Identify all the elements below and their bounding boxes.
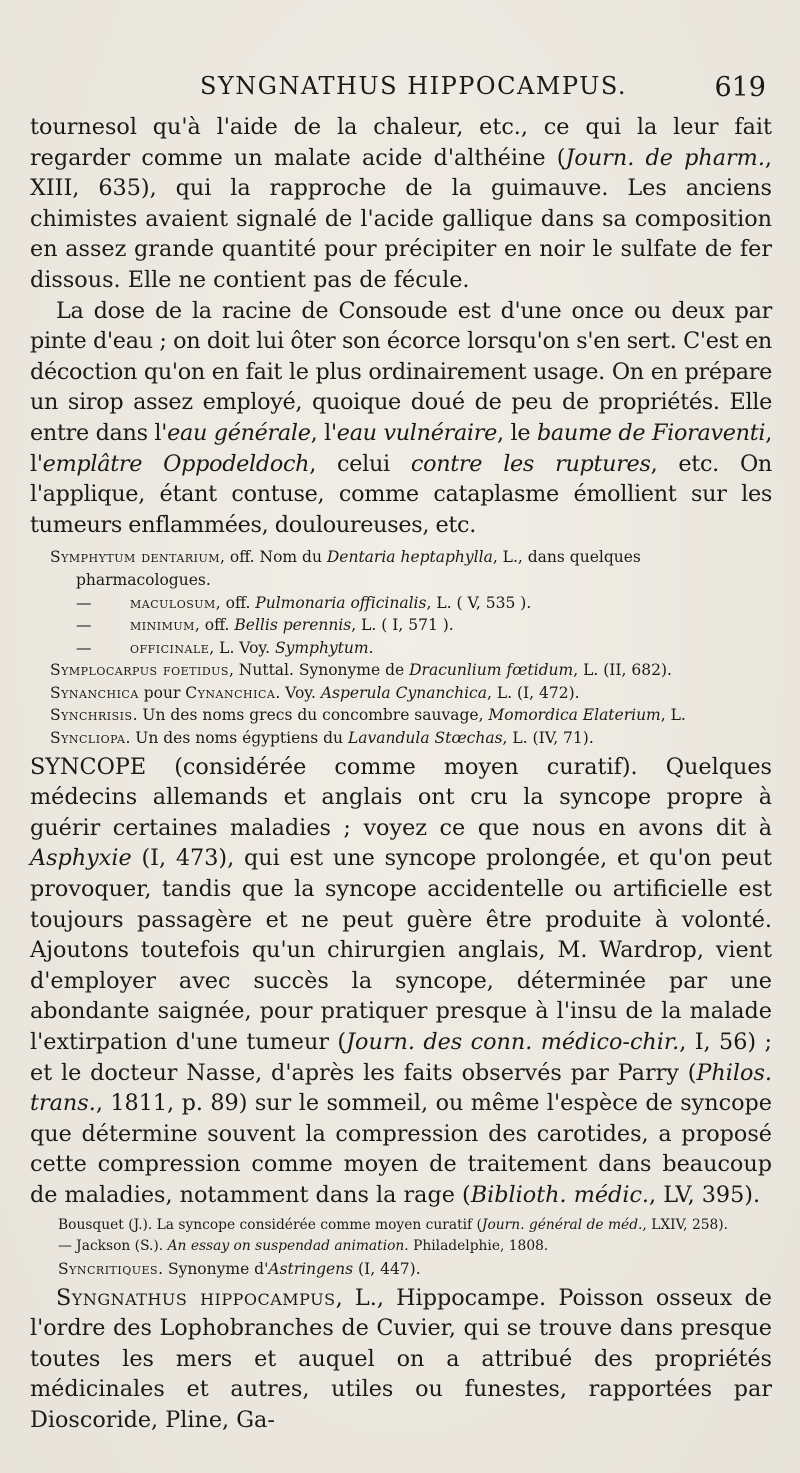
entry-syncliopa: Syncliopa. Un des noms égyptiens du Lavandula Stœchas, L. (IV, 71). xyxy=(50,729,594,748)
page-number: 619 xyxy=(714,72,766,103)
entry-symplocarpus: Symplocarpus foetidus, Nuttal. Synonyme de Dracunlium fœtidum, L. (II, 682). xyxy=(50,661,672,680)
entry-synanchica: Synanchica pour Cynanchica. Voy. Asperula Cynanchica, L. (I, 472). xyxy=(50,683,580,702)
running-head xyxy=(30,72,772,112)
entry-syncritiques: Syncritiques. Synonyme d'Astringens (I, 447). xyxy=(58,1259,421,1278)
running-title: SYNGNATHUS HIPPOCAMPUS. xyxy=(200,72,628,100)
paragraph-tournesol: tournesol qu'à l'aide de la chaleur, etc., ce qui la leur fait regarder comme un malate acide d'althéine (Journ. de pharm., XIII, 635), qui la rapproche de la guimauve. Les anciens chimistes avaient signalé de l'acide gallique dans sa composition en assez grande quantité pour précipiter en noir le sulfate de fer dissous. Elle ne contient pas de fécule. xyxy=(30,114,772,293)
dictionary-entries xyxy=(30,546,772,749)
paragraph-syngnathus: Syngnathus hippocampus, L., Hippocampe. Poisson osseux de l'ordre des Lophobranches de Cuvier, qui se trouve dans presque toutes les mers et auquel on a attribué des propriétés médicinales et autres, utiles ou funestes, rapportées par Dioscoride, Pline, Ga- xyxy=(30,1284,772,1433)
bibliography xyxy=(30,1215,772,1281)
reference-jackson: — Jackson (S.). An essay on suspendad animation. Philadelphie, 1808. xyxy=(58,1237,549,1254)
paragraph-syncope: SYNCOPE (considérée comme moyen curatif). Quelques médecins allemands et anglais ont cru la syncope propre à guérir certaines maladies ; voyez ce que nous en avons dit à Asphyxie (I, 473), qui est une syncope prolongée, et qu'on peut provoquer, tandis que la syncope accidentelle ou artificielle est toujours passagère et ne peut guère être produite à volonté. Ajoutons toutefois qu'un chirurgien anglais, M. Wardrop, vient d'employer avec succès la syncope, déterminée par une abondante saignée, pour pratiquer presque à l'insu de la malade l'extirpation d'une tumeur (Journ. des conn. médico-chir., I, 56) ; et le docteur Nasse, d'après les faits observés par Parry (Philos. trans., 1811, p. 89) sur le sommeil, ou même l'espèce de syncope que détermine souvent la compression des carotides, a proposé cette compression comme moyen de traitement dans beaucoup de maladies, notamment dans la rage (Biblioth. médic., LV, 395). xyxy=(30,753,772,1208)
entry-officinale: — officinale, L. Voy. Symphytum. xyxy=(76,638,374,657)
paragraph-dose: La dose de la racine de Consoude est d'une once ou deux par pinte d'eau ; on doit lui ôter son écorce lorsqu'on s'en sert. C'est en décoction qu'on en fait le plus ordinairement usage. On en prépare un sirop assez employé, quoique doué de peu de propriétés. Elle entre dans l'eau générale, l'eau vulnéraire, le baume de Fioraventi, l'emplâtre Oppodeldoch, celui contre les ruptures, etc. On l'applique, étant contuse, comme cataplasme émollient sur les tumeurs enflammées, douloureuses, etc. xyxy=(30,297,772,538)
entry-minimum: — minimum, off. Bellis perennis, L. ( I, 571 ). xyxy=(76,616,454,635)
entry-synchrisis: Synchrisis. Un des noms grecs du concombre sauvage, Momordica Elaterium, L. xyxy=(50,706,686,725)
entry-maculosum: — maculosum, off. Pulmonaria officinalis, L. ( V, 535 ). xyxy=(76,593,532,612)
reference-bousquet: Bousquet (J.). La syncope considérée comme moyen curatif (Journ. général de méd., LXIV, 258). xyxy=(58,1216,729,1233)
entry-symphytum-dentarium: Symphytum dentarium, off. Nom du Dentaria heptaphylla, L., dans quelques pharmacologues. xyxy=(50,548,641,589)
